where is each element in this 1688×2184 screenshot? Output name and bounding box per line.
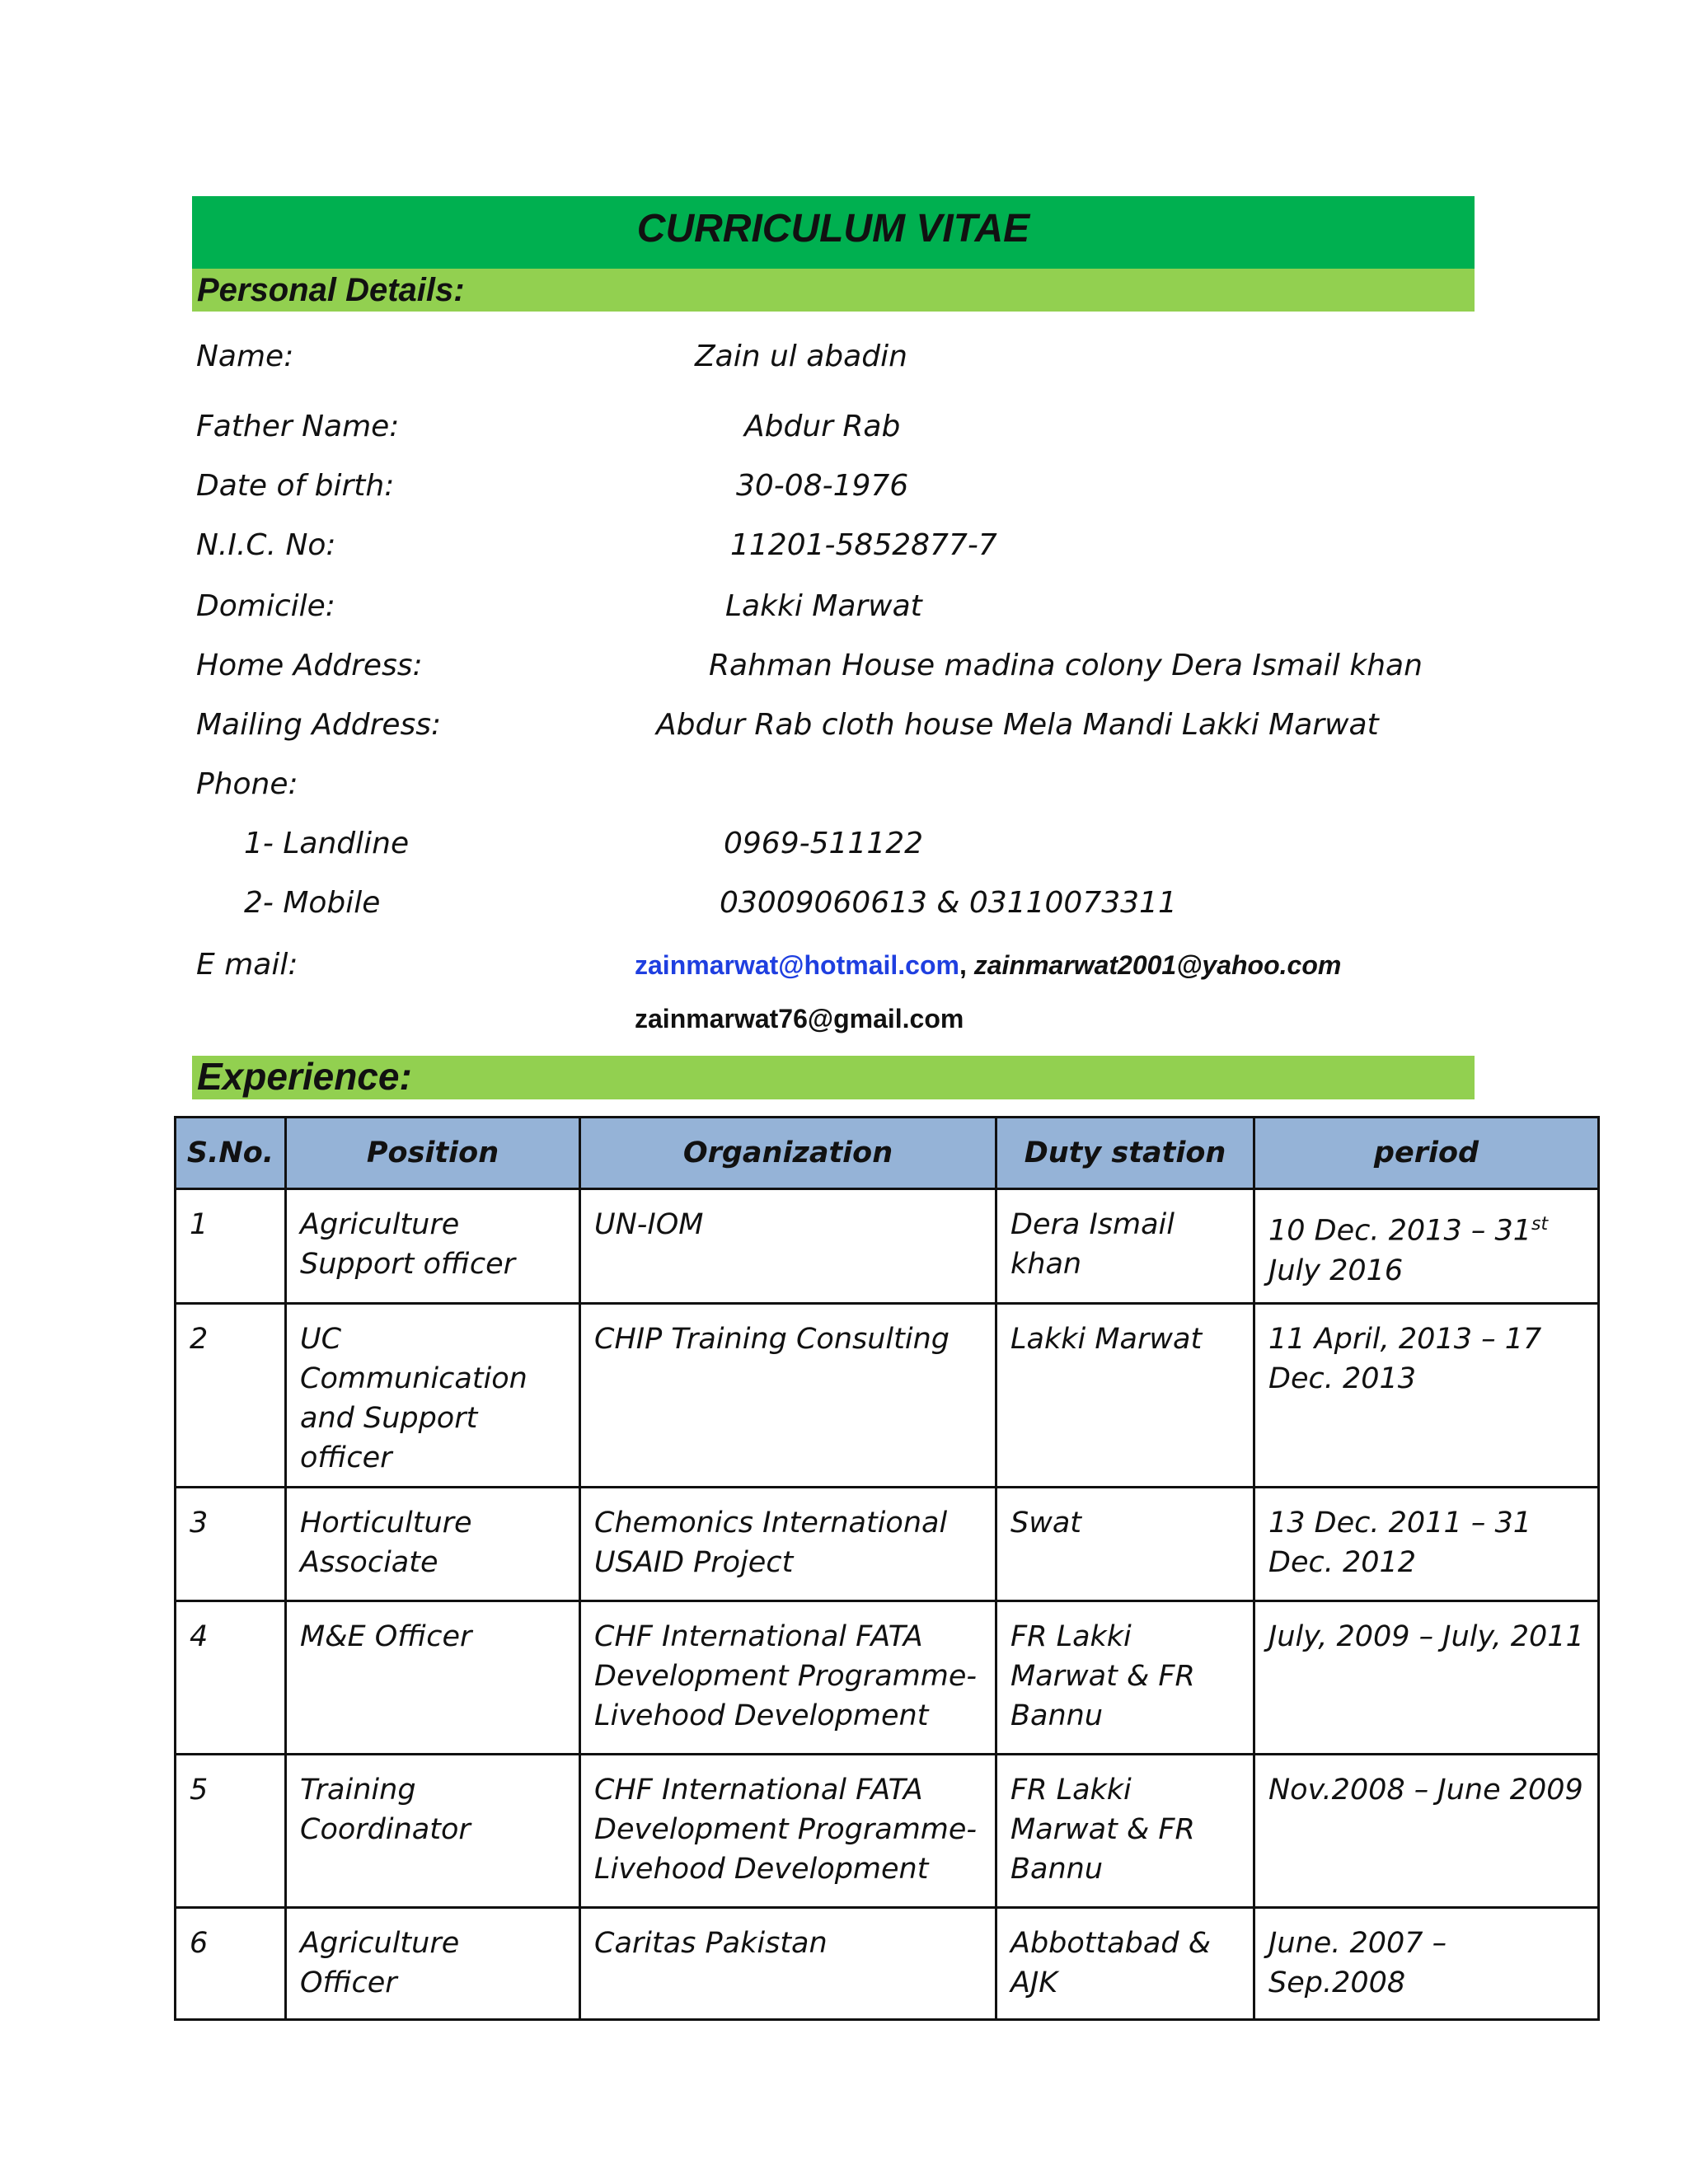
email-line-1 (635, 950, 1341, 981)
table-row (176, 1755, 1599, 1908)
cell-position: UC Communication and Support officer (286, 1304, 580, 1488)
domicile-value: Lakki Marwat (725, 589, 922, 623)
home-address-label: Home Address: (196, 649, 423, 682)
document-title: CURRICULUM VITAE (192, 196, 1475, 269)
cell-sno: 1 (176, 1189, 286, 1304)
cell-organization: Caritas Pakistan (580, 1908, 996, 2020)
cell-period: 11 April, 2013 – 17 Dec. 2013 (1254, 1304, 1599, 1488)
header-sno: S.No. (176, 1118, 286, 1189)
nic-value: 11201-5852877-7 (730, 528, 997, 562)
cell-period: 13 Dec. 2011 – 31 Dec. 2012 (1254, 1488, 1599, 1601)
cell-duty-station: Dera Ismail khan (996, 1189, 1254, 1304)
email-hotmail-link[interactable]: zainmarwat@hotmail.com (635, 950, 959, 980)
mailing-address-label: Mailing Address: (196, 708, 442, 742)
cell-duty-station: Swat (996, 1488, 1254, 1601)
father-name-label: Father Name: (196, 410, 400, 443)
cell-organization: UN-IOM (580, 1189, 996, 1304)
name-value: Zain ul abadin (695, 340, 907, 373)
father-name-value: Abdur Rab (744, 410, 901, 443)
cell-sno: 5 (176, 1755, 286, 1908)
table-row (176, 1601, 1599, 1755)
table-header-row (176, 1118, 1599, 1189)
nic-label: N.I.C. No: (196, 528, 336, 562)
landline-label: 1- Landline (244, 827, 410, 860)
cell-duty-station: Lakki Marwat (996, 1304, 1254, 1488)
cell-sno: 6 (176, 1908, 286, 2020)
cell-period: June. 2007 – Sep.2008 (1254, 1908, 1599, 2020)
cell-organization: Chemonics International USAID Project (580, 1488, 996, 1601)
cell-position: Agriculture Support officer (286, 1189, 580, 1304)
cell-period (1254, 1189, 1599, 1304)
cell-position: Horticulture Associate (286, 1488, 580, 1601)
cell-sno: 3 (176, 1488, 286, 1601)
personal-details-heading: Personal Details: (192, 269, 1475, 312)
header-duty-station: Duty station (996, 1118, 1254, 1189)
mailing-address-value: Abdur Rab cloth house Mela Mandi Lakki Marwat (656, 708, 1379, 742)
cell-position: Training Coordinator (286, 1755, 580, 1908)
header-period: period (1254, 1118, 1599, 1189)
email-label: E mail: (196, 948, 298, 982)
header-organization: Organization (580, 1118, 996, 1189)
period-ordinal: st (1531, 1214, 1549, 1235)
cell-position: Agriculture Officer (286, 1908, 580, 2020)
home-address-value: Rahman House madina colony Dera Ismail khan (709, 649, 1423, 682)
period-start: 10 Dec. 2013 – 31 (1268, 1214, 1531, 1248)
dob-value: 30-08-1976 (736, 469, 909, 503)
domicile-label: Domicile: (196, 589, 335, 623)
table-row (176, 1304, 1599, 1488)
header-position: Position (286, 1118, 580, 1189)
experience-heading: Experience: (192, 1056, 1475, 1099)
cell-organization: CHF International FATA Development Programme-Livehood Development (580, 1601, 996, 1755)
cell-period: Nov.2008 – June 2009 (1254, 1755, 1599, 1908)
cell-duty-station: Abbottabad & AJK (996, 1908, 1254, 2020)
email-separator: , (959, 950, 967, 980)
landline-value: 0969-511122 (724, 827, 924, 860)
cell-organization: CHIP Training Consulting (580, 1304, 996, 1488)
mobile-label: 2- Mobile (244, 886, 381, 920)
cell-position: M&E Officer (286, 1601, 580, 1755)
email-yahoo: zainmarwat2001@yahoo.com (973, 950, 1342, 980)
cell-duty-station: FR Lakki Marwat & FR Bannu (996, 1601, 1254, 1755)
table-row (176, 1189, 1599, 1304)
name-label: Name: (196, 340, 294, 373)
dob-label: Date of birth: (196, 469, 395, 503)
cell-duty-station: FR Lakki Marwat & FR Bannu (996, 1755, 1254, 1908)
mobile-value: 03009060613 & 03110073311 (720, 886, 1177, 920)
table-row (176, 1908, 1599, 2020)
email-gmail: zainmarwat76@gmail.com (635, 1004, 964, 1033)
phone-label: Phone: (196, 767, 298, 801)
period-end: July 2016 (1268, 1254, 1404, 1287)
cell-sno: 4 (176, 1601, 286, 1755)
cell-organization: CHF International FATA Development Programme-Livehood Development (580, 1755, 996, 1908)
experience-table (174, 1116, 1600, 2021)
cell-period: July, 2009 – July, 2011 (1254, 1601, 1599, 1755)
table-row (176, 1488, 1599, 1601)
cell-sno: 2 (176, 1304, 286, 1488)
